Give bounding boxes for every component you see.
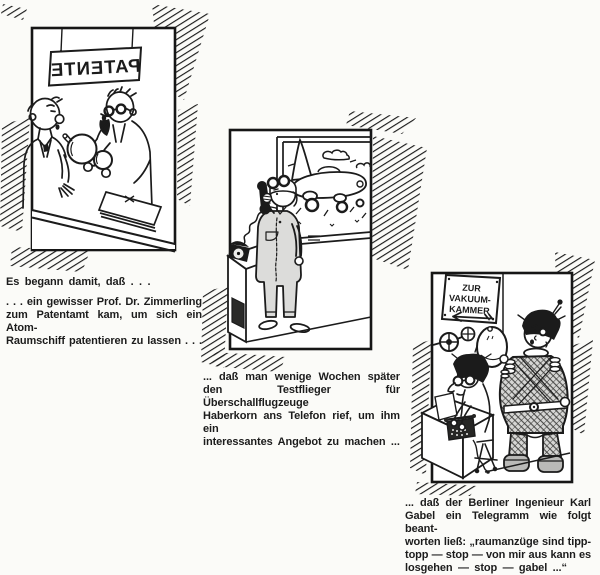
- caption-line: Es begann damit, daß . . .: [6, 276, 151, 288]
- panel-1-patent-office: [0, 0, 215, 275]
- caption-line: ... daß der Berliner Ingenieur Karl: [405, 497, 591, 509]
- spaceman-hand: [500, 355, 508, 363]
- caption-panel-2: [203, 371, 400, 449]
- caption-line: topp — stop — von mir aus kann es: [405, 549, 591, 561]
- panel-3-vacuum-chamber: [405, 250, 600, 498]
- caption-line: worten ließ: „raumanzüge sind tipp-: [405, 536, 591, 548]
- caption-line: den Testflieger für Überschallflugzeuge: [203, 384, 400, 409]
- patente-sign-label: PATENTE: [49, 54, 141, 81]
- caption-line: Gabel ein Telegramm wie folgt beant-: [405, 510, 591, 535]
- caption-line: interessantes Angebot zu machen ...: [203, 436, 400, 448]
- paper-sheet: [435, 393, 457, 420]
- vacuum-sign-line-1: ZUR: [462, 282, 482, 294]
- caption-line: Haberkorn ans Telefon rief, um ihm ein: [203, 410, 400, 435]
- caption-line: ... daß man wenige Wochen später: [203, 371, 400, 383]
- vacuum-sign-line-3: KAMMER: [448, 303, 490, 317]
- caption-line: zum Patentamt kam, um sich ein Atom-: [6, 309, 202, 334]
- caption-panel-3: [405, 497, 591, 575]
- vacuum-chamber-sign: [442, 275, 500, 323]
- caption-line: losgehen — stop — gabel ...“: [405, 562, 567, 574]
- caption-line: Raumschiff patentieren zu lassen . . .: [6, 335, 202, 347]
- caption-line: . . . ein gewisser Prof. Dr. Zimmerling: [6, 296, 202, 308]
- caption-panel-1: [6, 276, 202, 348]
- vacuum-sign-line-2: VAKUUM-: [448, 292, 492, 306]
